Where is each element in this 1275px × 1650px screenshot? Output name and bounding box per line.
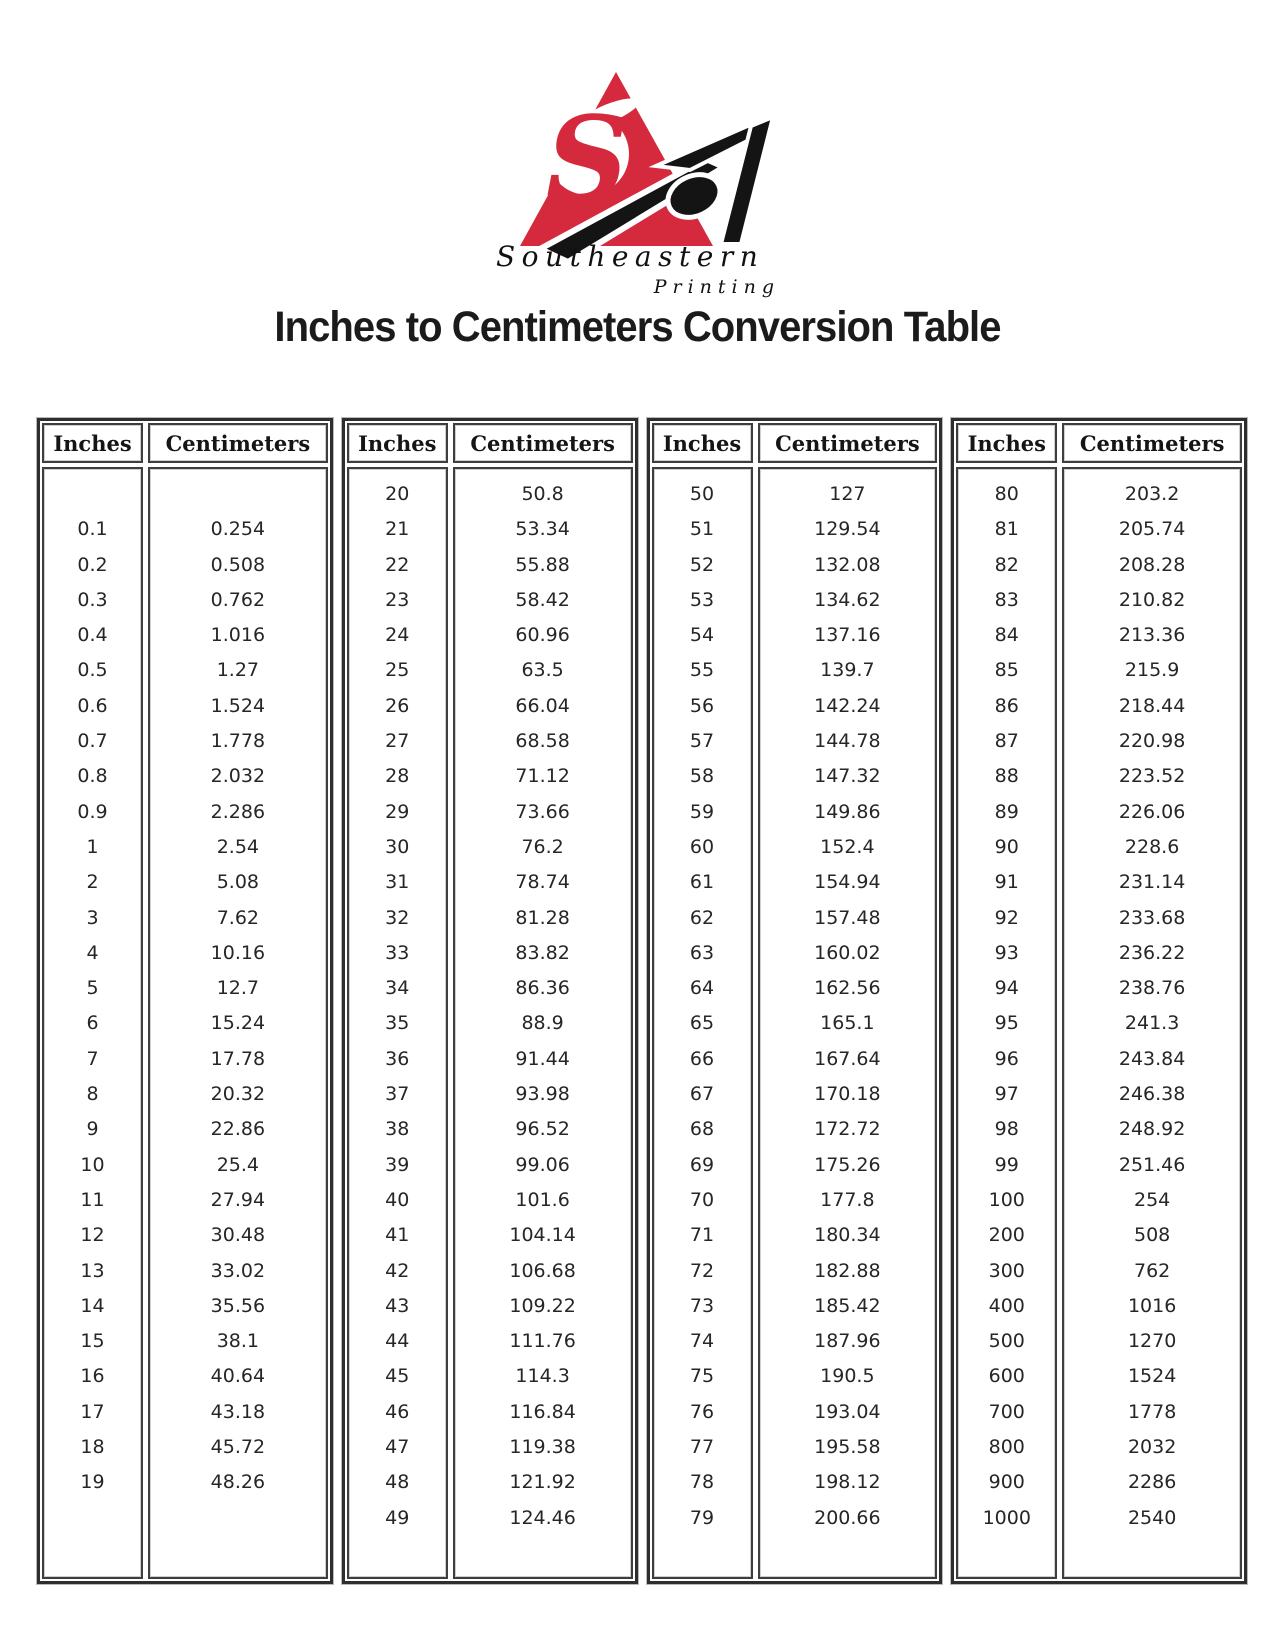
centimeters-value: 129.54: [814, 518, 881, 541]
inches-value: 29: [385, 800, 410, 823]
inches-value: 60: [689, 835, 715, 858]
centimeters-value: 71.12: [515, 765, 570, 788]
centimeters-value: 12.7: [216, 977, 260, 1000]
centimeters-value: 220.98: [1118, 730, 1186, 753]
centimeters-value: 254: [1133, 1188, 1171, 1211]
inches-value: 31: [385, 871, 410, 894]
inches-value: 91: [994, 871, 1019, 894]
centimeters-value: 106.68: [509, 1259, 576, 1282]
inches-value: 77: [689, 1436, 715, 1459]
body-row: [652, 467, 938, 1579]
inches-value: 8: [86, 1083, 99, 1106]
centimeters-value: 50.8: [521, 483, 564, 505]
inches-value: 72: [689, 1259, 715, 1282]
inches-value: 78: [689, 1471, 715, 1494]
inches-value: 66: [689, 1047, 715, 1070]
inches-value: 41: [385, 1224, 410, 1247]
inches-value: 59: [689, 800, 715, 823]
inches-header: Inches: [42, 423, 143, 463]
centimeters-value: 17.78: [210, 1047, 266, 1070]
centimeters-value: 22.86: [210, 1118, 266, 1141]
inches-value: 15: [80, 1330, 105, 1353]
inches-value: 87: [994, 730, 1019, 753]
body-row: [956, 467, 1242, 1579]
inches-value: 65: [689, 1012, 715, 1035]
centimeters-value: 167.64: [814, 1047, 881, 1070]
inches-value: 47: [385, 1436, 410, 1459]
inches-value: 21: [385, 518, 410, 541]
inches-value: 75: [689, 1365, 715, 1388]
centimeters-value: 162.56: [814, 977, 881, 1000]
centimeters-value: 53.34: [515, 518, 570, 541]
centimeters-header: Centimeters: [453, 423, 633, 463]
inches-value: 96: [994, 1047, 1019, 1070]
centimeters-value: 152.4: [820, 835, 875, 858]
inches-value: 54: [689, 624, 715, 647]
centimeters-value: 215.9: [1124, 659, 1180, 682]
inches-value: 0.8: [77, 765, 108, 788]
inches-value: 0.2: [77, 553, 108, 576]
inches-value: 42: [385, 1259, 410, 1282]
centimeters-value: 226.06: [1118, 800, 1186, 823]
centimeters-value: 1016: [1127, 1294, 1177, 1317]
inches-value: 82: [994, 553, 1019, 576]
centimeters-value: 1.778: [210, 730, 266, 753]
centimeters-value: 38.1: [216, 1330, 260, 1353]
centimeters-value: 78.74: [515, 871, 570, 894]
inches-value: 900: [988, 1471, 1025, 1494]
inches-value: [44, 477, 141, 512]
centimeters-value: 139.7: [820, 659, 875, 682]
inches-value: 40: [385, 1188, 410, 1211]
centimeters-value: 177.8: [820, 1188, 875, 1211]
inches-value: 700: [988, 1400, 1025, 1423]
inches-value: 0.9: [77, 800, 108, 823]
centimeters-value: 68.58: [515, 730, 570, 753]
inches-value: 53: [689, 588, 715, 611]
centimeters-value: 142.24: [814, 694, 881, 717]
inches-value: 70: [689, 1188, 715, 1211]
inches-value: 68: [689, 1118, 715, 1141]
inches-value: 24: [385, 624, 410, 647]
centimeters-value: 86.36: [515, 977, 570, 1000]
centimeters-value: 195.58: [814, 1436, 881, 1459]
inches-value: 43: [385, 1294, 410, 1317]
centimeters-value: 243.84: [1118, 1047, 1186, 1070]
centimeters-value: 508: [1133, 1224, 1171, 1247]
inches-value: 32: [385, 906, 410, 929]
centimeters-value: 180.34: [814, 1224, 881, 1247]
conversion-table-1: [37, 418, 333, 1584]
inches-value: 58: [689, 765, 715, 788]
inches-value: 48: [385, 1471, 410, 1494]
inches-value: 79: [689, 1506, 715, 1529]
inches-value: 98: [994, 1118, 1019, 1141]
centimeters-value: 109.22: [509, 1294, 576, 1317]
centimeters-value: 154.94: [814, 871, 881, 894]
centimeters-value: 134.62: [814, 588, 881, 611]
inches-value: 3: [86, 906, 99, 929]
inches-value: 0.5: [77, 659, 108, 682]
inches-value: 19: [80, 1471, 105, 1494]
centimeters-value: 203.2: [1124, 483, 1180, 505]
inches-value: 7: [86, 1047, 99, 1070]
inches-column: [42, 467, 143, 1579]
inches-value: 12: [80, 1224, 105, 1247]
centimeters-value: 198.12: [814, 1471, 881, 1494]
inches-value: 90: [994, 835, 1019, 858]
centimeters-value: 149.86: [814, 800, 881, 823]
header-row: [42, 423, 328, 463]
inches-value: 6: [86, 1012, 99, 1035]
conversion-tables: [37, 418, 1247, 1584]
inches-value: 1000: [982, 1506, 1031, 1529]
centimeters-value: 116.84: [509, 1400, 576, 1423]
inches-value: 22: [385, 553, 410, 576]
logo-graphic: [488, 66, 788, 298]
centimeters-value: 1.524: [210, 694, 266, 717]
inches-value: 37: [385, 1083, 410, 1106]
inches-value: 52: [689, 553, 715, 576]
centimeters-value: 228.6: [1124, 835, 1180, 858]
inches-value: 49: [385, 1506, 410, 1529]
centimeters-value: 40.64: [210, 1365, 266, 1388]
inches-value: 76: [689, 1400, 715, 1423]
centimeters-value: 1270: [1127, 1330, 1177, 1353]
inches-value: 93: [994, 941, 1019, 964]
inches-value: 9: [86, 1118, 99, 1141]
centimeters-value: 63.5: [521, 659, 564, 682]
inches-value: 38: [385, 1118, 410, 1141]
centimeters-value: 91.44: [515, 1047, 570, 1070]
centimeters-value: 99.06: [515, 1153, 570, 1176]
inches-value: 62: [689, 906, 715, 929]
centimeters-value: 762: [1133, 1259, 1171, 1282]
inches-value: 200: [988, 1224, 1025, 1247]
centimeters-value: 182.88: [814, 1259, 881, 1282]
logo-monogram: S: [545, 92, 629, 227]
inches-value: 83: [994, 588, 1019, 611]
header-row: [347, 423, 633, 463]
centimeters-value: 93.98: [515, 1083, 570, 1106]
inches-value: 1: [86, 835, 99, 858]
inches-value: 400: [988, 1294, 1025, 1317]
centimeters-value: 238.76: [1118, 977, 1186, 1000]
inches-value: 100: [988, 1188, 1025, 1211]
centimeters-value: 210.82: [1118, 588, 1186, 611]
inches-value: 45: [385, 1365, 410, 1388]
centimeters-value: 119.38: [509, 1436, 576, 1459]
inches-column: [652, 467, 753, 1579]
header-row: [652, 423, 938, 463]
company-logo: [488, 66, 788, 298]
inches-value: 300: [988, 1259, 1025, 1282]
inches-value: 23: [385, 588, 410, 611]
conversion-table-4: [951, 418, 1247, 1584]
inches-value: 0.6: [77, 694, 108, 717]
centimeters-value: 218.44: [1118, 694, 1186, 717]
page-title: Inches to Centimeters Conversion Table: [274, 303, 1001, 351]
centimeters-column: [148, 467, 328, 1579]
centimeters-value: 101.6: [515, 1188, 570, 1211]
centimeters-value: 111.76: [509, 1330, 576, 1353]
inches-value: 0.3: [77, 588, 108, 611]
centimeters-value: 185.42: [814, 1294, 881, 1317]
centimeters-value: 175.26: [814, 1153, 881, 1176]
inches-value: 0.4: [77, 624, 108, 647]
centimeters-value: 1.016: [210, 624, 266, 647]
centimeters-value: 33.02: [210, 1259, 266, 1282]
inches-value: 28: [385, 765, 410, 788]
centimeters-value: 2032: [1127, 1436, 1177, 1459]
centimeters-value: 114.3: [515, 1365, 570, 1388]
inches-value: 36: [385, 1047, 410, 1070]
inches-value: 0.1: [77, 518, 108, 541]
inches-value: 97: [994, 1083, 1019, 1106]
inches-value: 84: [994, 624, 1019, 647]
centimeters-column: [758, 467, 938, 1579]
centimeters-value: 66.04: [515, 694, 570, 717]
inches-value: 5: [86, 977, 99, 1000]
inches-value: 16: [80, 1365, 105, 1388]
inches-value: 600: [988, 1365, 1025, 1388]
centimeters-value: 2.032: [210, 765, 266, 788]
centimeters-header: Centimeters: [1062, 423, 1242, 463]
centimeters-value: 132.08: [814, 553, 881, 576]
conversion-table-3: [647, 418, 943, 1584]
inches-value: 14: [80, 1294, 105, 1317]
inches-value: 39: [385, 1153, 410, 1176]
inches-value: 50: [689, 483, 715, 505]
inches-value: 74: [689, 1330, 715, 1353]
inches-value: 10: [80, 1153, 105, 1176]
centimeters-value: 0.762: [210, 588, 266, 611]
centimeters-value: 187.96: [814, 1330, 881, 1353]
inches-value: 13: [80, 1259, 105, 1282]
centimeters-value: 1.27: [216, 659, 260, 682]
centimeters-value: 2.54: [216, 835, 260, 858]
centimeters-value: 246.38: [1118, 1083, 1186, 1106]
centimeters-column: [1062, 467, 1242, 1579]
inches-header: Inches: [347, 423, 448, 463]
centimeters-value: 60.96: [515, 624, 570, 647]
inches-value: 20: [385, 483, 410, 505]
centimeters-value: 35.56: [210, 1294, 266, 1317]
inches-value: 85: [994, 659, 1019, 682]
inches-value: 86: [994, 694, 1019, 717]
inches-value: 800: [988, 1436, 1025, 1459]
centimeters-value: 1778: [1127, 1400, 1177, 1423]
centimeters-value: 241.3: [1124, 1012, 1180, 1035]
inches-column: [347, 467, 448, 1579]
centimeters-value: 2286: [1127, 1471, 1177, 1494]
inches-value: 2: [86, 871, 99, 894]
inches-value: 33: [385, 941, 410, 964]
centimeters-value: 127: [829, 483, 866, 505]
centimeters-value: 248.92: [1118, 1118, 1186, 1141]
centimeters-value: 233.68: [1118, 906, 1186, 929]
centimeters-value: 231.14: [1118, 871, 1186, 894]
inches-value: 63: [689, 941, 715, 964]
inches-value: 0.7: [77, 730, 108, 753]
centimeters-value: 172.72: [814, 1118, 881, 1141]
inches-value: 92: [994, 906, 1019, 929]
centimeters-value: 124.46: [509, 1506, 576, 1529]
inches-value: 99: [994, 1153, 1019, 1176]
inches-value: 44: [385, 1330, 410, 1353]
inches-value: 57: [689, 730, 715, 753]
inches-value: 71: [689, 1224, 715, 1247]
inches-value: 61: [689, 871, 715, 894]
inches-header: Inches: [956, 423, 1057, 463]
centimeters-value: 208.28: [1118, 553, 1186, 576]
centimeters-value: 27.94: [210, 1188, 266, 1211]
centimeters-value: 76.2: [521, 835, 564, 858]
centimeters-value: 45.72: [210, 1436, 266, 1459]
centimeters-value: 73.66: [515, 800, 570, 823]
conversion-table-2: [342, 418, 638, 1584]
centimeters-value: 48.26: [210, 1471, 266, 1494]
centimeters-value: 2.286: [210, 800, 266, 823]
centimeters-value: [150, 477, 326, 512]
centimeters-value: 236.22: [1118, 941, 1186, 964]
inches-value: 46: [385, 1400, 410, 1423]
inches-value: 25: [385, 659, 410, 682]
centimeters-value: 43.18: [210, 1400, 266, 1423]
inches-column: [956, 467, 1057, 1579]
centimeters-value: 137.16: [814, 624, 881, 647]
centimeters-value: 223.52: [1118, 765, 1186, 788]
centimeters-value: 213.36: [1118, 624, 1186, 647]
centimeters-value: 190.5: [820, 1365, 875, 1388]
centimeters-value: 83.82: [515, 941, 570, 964]
centimeters-value: 5.08: [216, 871, 260, 894]
inches-value: 73: [689, 1294, 715, 1317]
inches-value: 95: [994, 1012, 1019, 1035]
centimeters-value: 251.46: [1118, 1153, 1186, 1176]
inches-value: 26: [385, 694, 410, 717]
inches-header: Inches: [652, 423, 753, 463]
centimeters-value: 205.74: [1118, 518, 1186, 541]
centimeters-value: 88.9: [521, 1012, 564, 1035]
centimeters-value: 193.04: [814, 1400, 881, 1423]
centimeters-value: 170.18: [814, 1083, 881, 1106]
header-row: [956, 423, 1242, 463]
body-row: [347, 467, 633, 1579]
inches-value: 18: [80, 1436, 105, 1459]
centimeters-value: 160.02: [814, 941, 881, 964]
inches-value: 55: [689, 659, 715, 682]
inches-value: 88: [994, 765, 1019, 788]
inches-value: 64: [689, 977, 715, 1000]
centimeters-value: 0.508: [210, 553, 266, 576]
inches-value: 89: [994, 800, 1019, 823]
inches-value: 17: [80, 1400, 105, 1423]
centimeters-value: 10.16: [210, 941, 266, 964]
inches-value: 500: [988, 1330, 1025, 1353]
centimeters-value: 58.42: [515, 588, 570, 611]
centimeters-value: 0.254: [210, 518, 266, 541]
centimeters-value: 157.48: [814, 906, 881, 929]
centimeters-value: 2540: [1127, 1506, 1177, 1529]
centimeters-value: 121.92: [509, 1471, 576, 1494]
centimeters-value: 20.32: [210, 1083, 266, 1106]
centimeters-value: 96.52: [515, 1118, 570, 1141]
inches-value: 11: [80, 1188, 105, 1211]
centimeters-value: 81.28: [515, 906, 570, 929]
centimeters-value: 147.32: [814, 765, 881, 788]
centimeters-value: 165.1: [820, 1012, 875, 1035]
inches-value: 94: [994, 977, 1019, 1000]
centimeters-value: 104.14: [509, 1224, 576, 1247]
centimeters-value: 7.62: [216, 906, 260, 929]
centimeters-value: 30.48: [210, 1224, 266, 1247]
logo-division-name: Printing: [653, 276, 780, 298]
logo-company-name: Southeastern: [495, 240, 764, 273]
centimeters-value: 200.66: [814, 1506, 881, 1529]
inches-value: 35: [385, 1012, 410, 1035]
body-row: [42, 467, 328, 1579]
centimeters-value: 15.24: [210, 1012, 266, 1035]
inches-value: 56: [689, 694, 715, 717]
inches-value: 67: [689, 1083, 715, 1106]
inches-value: 81: [994, 518, 1019, 541]
centimeters-header: Centimeters: [148, 423, 328, 463]
inches-value: 51: [689, 518, 715, 541]
inches-value: 4: [86, 941, 99, 964]
centimeters-header: Centimeters: [758, 423, 938, 463]
inches-value: 27: [385, 730, 410, 753]
inches-value: 80: [994, 483, 1019, 505]
centimeters-value: 25.4: [216, 1153, 260, 1176]
centimeters-value: 55.88: [515, 553, 570, 576]
centimeters-column: [453, 467, 633, 1579]
inches-value: 30: [385, 835, 410, 858]
centimeters-value: 144.78: [814, 730, 881, 753]
inches-value: 69: [689, 1153, 715, 1176]
centimeters-value: 1524: [1127, 1365, 1177, 1388]
inches-value: 34: [385, 977, 410, 1000]
